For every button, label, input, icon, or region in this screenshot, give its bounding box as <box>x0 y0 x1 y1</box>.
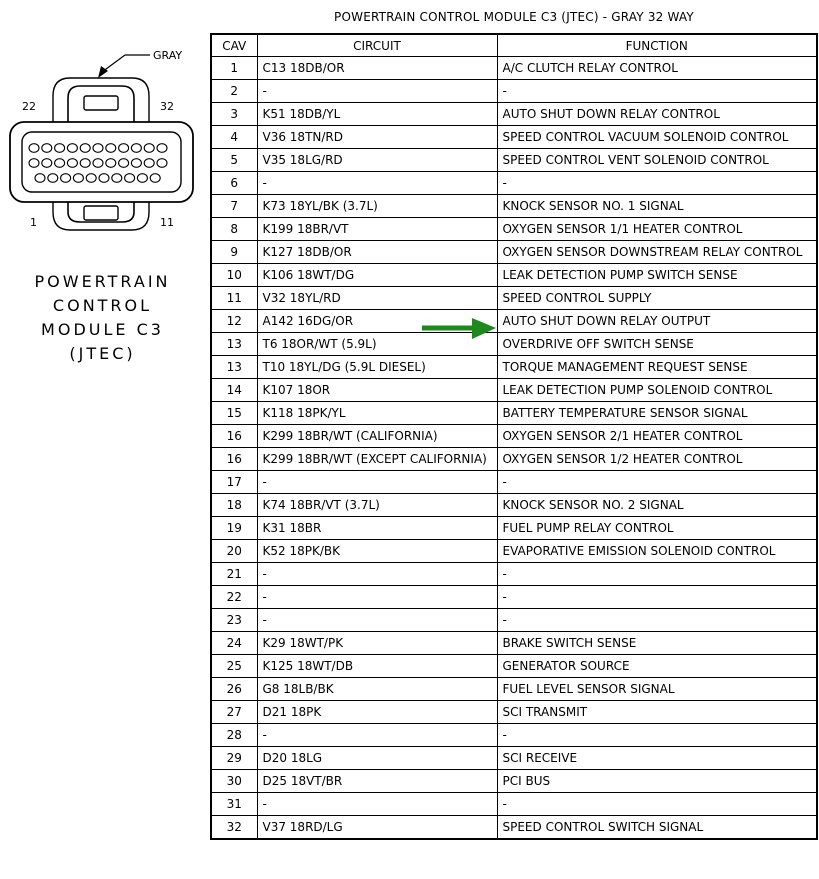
table-row <box>211 632 817 655</box>
circuit-cell: T6 18OR/WT (5.9L) <box>257 333 497 356</box>
function-cell: OVERDRIVE OFF SWITCH SENSE <box>497 333 817 356</box>
circuit-cell: V32 18YL/RD <box>257 287 497 310</box>
connector-color-label: GRAY <box>153 49 183 62</box>
circuit-cell: - <box>257 563 497 586</box>
highlight-arrow-icon <box>420 318 498 342</box>
circuit-header: CIRCUIT <box>257 34 497 57</box>
function-cell: - <box>497 586 817 609</box>
pin-number-label: 1 <box>30 216 37 229</box>
function-cell: - <box>497 563 817 586</box>
cav-cell: 9 <box>211 241 257 264</box>
table-row <box>211 149 817 172</box>
circuit-cell: K125 18WT/DB <box>257 655 497 678</box>
table-row <box>211 425 817 448</box>
table-row <box>211 540 817 563</box>
pin-hole <box>131 159 141 168</box>
table-row <box>211 517 817 540</box>
function-cell: PCI BUS <box>497 770 817 793</box>
function-cell: OXYGEN SENSOR 2/1 HEATER CONTROL <box>497 425 817 448</box>
cav-cell: 13 <box>211 356 257 379</box>
pin-hole <box>112 174 122 183</box>
pin-hole <box>42 144 52 153</box>
pin-hole <box>131 144 141 153</box>
pin-hole <box>150 174 160 183</box>
circuit-cell: K106 18WT/DG <box>257 264 497 287</box>
function-cell: - <box>497 80 817 103</box>
circuit-cell: K52 18PK/BK <box>257 540 497 563</box>
pin-number-label: 22 <box>22 100 36 113</box>
circuit-cell: G8 18LB/BK <box>257 678 497 701</box>
function-cell: TORQUE MANAGEMENT REQUEST SENSE <box>497 356 817 379</box>
cav-cell: 12 <box>211 310 257 333</box>
pin-hole <box>67 144 77 153</box>
cav-cell: 17 <box>211 471 257 494</box>
table-row <box>211 609 817 632</box>
table-row <box>211 310 817 333</box>
table-row <box>211 701 817 724</box>
pin-hole <box>119 159 129 168</box>
function-cell: AUTO SHUT DOWN RELAY OUTPUT <box>497 310 817 333</box>
pin-hole <box>29 144 39 153</box>
table-row <box>211 402 817 425</box>
pin-hole <box>144 159 154 168</box>
circuit-cell: - <box>257 172 497 195</box>
pin-number-label: 11 <box>160 216 174 229</box>
cav-cell: 16 <box>211 425 257 448</box>
pin-hole <box>67 159 77 168</box>
table-row <box>211 103 817 126</box>
function-cell: SCI RECEIVE <box>497 747 817 770</box>
table-row <box>211 126 817 149</box>
pin-hole <box>55 144 65 153</box>
function-cell: SCI TRANSMIT <box>497 701 817 724</box>
circuit-cell: D21 18PK <box>257 701 497 724</box>
circuit-cell: - <box>257 793 497 816</box>
table-row <box>211 195 817 218</box>
table-row <box>211 793 817 816</box>
table-row <box>211 448 817 471</box>
function-cell: BATTERY TEMPERATURE SENSOR SIGNAL <box>497 402 817 425</box>
cav-cell: 11 <box>211 287 257 310</box>
table-row <box>211 724 817 747</box>
table-row <box>211 494 817 517</box>
cav-cell: 15 <box>211 402 257 425</box>
circuit-cell: K199 18BR/VT <box>257 218 497 241</box>
circuit-cell: C13 18DB/OR <box>257 57 497 80</box>
pin-hole <box>157 144 167 153</box>
function-cell: SPEED CONTROL VACUUM SOLENOID CONTROL <box>497 126 817 149</box>
cav-cell: 20 <box>211 540 257 563</box>
circuit-cell: - <box>257 80 497 103</box>
cav-cell: 16 <box>211 448 257 471</box>
table-row <box>211 747 817 770</box>
table-row <box>211 678 817 701</box>
cav-cell: 5 <box>211 149 257 172</box>
pin-hole <box>35 174 45 183</box>
circuit-cell: T10 18YL/DG (5.9L DIESEL) <box>257 356 497 379</box>
circuit-cell: K31 18BR <box>257 517 497 540</box>
function-cell: GENERATOR SOURCE <box>497 655 817 678</box>
pin-hole <box>42 159 52 168</box>
function-cell: KNOCK SENSOR NO. 1 SIGNAL <box>497 195 817 218</box>
pin-hole <box>73 174 83 183</box>
pin-hole <box>157 159 167 168</box>
cav-cell: 21 <box>211 563 257 586</box>
function-cell: OXYGEN SENSOR 1/2 HEATER CONTROL <box>497 448 817 471</box>
cav-header: CAV <box>211 34 257 57</box>
pin-hole <box>106 144 116 153</box>
table-row <box>211 333 817 356</box>
cav-cell: 7 <box>211 195 257 218</box>
function-cell: A/C CLUTCH RELAY CONTROL <box>497 57 817 80</box>
table-row <box>211 816 817 840</box>
function-cell: - <box>497 724 817 747</box>
table-row <box>211 287 817 310</box>
cav-cell: 3 <box>211 103 257 126</box>
pin-hole <box>137 174 147 183</box>
function-cell: AUTO SHUT DOWN RELAY CONTROL <box>497 103 817 126</box>
circuit-cell: V37 18RD/LG <box>257 816 497 840</box>
cav-cell: 2 <box>211 80 257 103</box>
pin-hole <box>93 144 103 153</box>
table-row <box>211 264 817 287</box>
connector-name-line: (JTEC) <box>69 344 136 363</box>
function-cell: OXYGEN SENSOR 1/1 HEATER CONTROL <box>497 218 817 241</box>
table-row <box>211 57 817 80</box>
circuit-cell: V35 18LG/RD <box>257 149 497 172</box>
connector-drawing <box>0 0 205 250</box>
cav-cell: 19 <box>211 517 257 540</box>
circuit-cell: D25 18VT/BR <box>257 770 497 793</box>
circuit-cell: K118 18PK/YL <box>257 402 497 425</box>
cav-cell: 29 <box>211 747 257 770</box>
table-row <box>211 379 817 402</box>
cav-cell: 6 <box>211 172 257 195</box>
circuit-cell: K127 18DB/OR <box>257 241 497 264</box>
function-cell: SPEED CONTROL SWITCH SIGNAL <box>497 816 817 840</box>
circuit-cell: K51 18DB/YL <box>257 103 497 126</box>
function-cell: SPEED CONTROL VENT SOLENOID CONTROL <box>497 149 817 172</box>
pin-number-label: 32 <box>160 100 174 113</box>
table-row <box>211 356 817 379</box>
pin-hole <box>99 174 109 183</box>
function-cell: - <box>497 471 817 494</box>
pinout-table <box>210 33 818 840</box>
cav-cell: 25 <box>211 655 257 678</box>
pin-hole <box>125 174 135 183</box>
circuit-cell: K29 18WT/PK <box>257 632 497 655</box>
pin-hole <box>80 144 90 153</box>
function-cell: EVAPORATIVE EMISSION SOLENOID CONTROL <box>497 540 817 563</box>
circuit-cell: D20 18LG <box>257 747 497 770</box>
table-row <box>211 770 817 793</box>
table-title: POWERTRAIN CONTROL MODULE C3 (JTEC) - GRAY 32 WAY <box>334 10 694 24</box>
pin-hole <box>86 174 96 183</box>
pin-hole <box>80 159 90 168</box>
function-cell: OXYGEN SENSOR DOWNSTREAM RELAY CONTROL <box>497 241 817 264</box>
function-cell: LEAK DETECTION PUMP SWITCH SENSE <box>497 264 817 287</box>
pin-hole <box>106 159 116 168</box>
pin-hole <box>144 144 154 153</box>
table-row <box>211 471 817 494</box>
table-row <box>211 80 817 103</box>
cav-cell: 24 <box>211 632 257 655</box>
table-row <box>211 172 817 195</box>
circuit-cell: K299 18BR/WT (EXCEPT CALIFORNIA) <box>257 448 497 471</box>
circuit-cell: - <box>257 586 497 609</box>
circuit-cell: - <box>257 609 497 632</box>
table-header-row <box>211 34 817 57</box>
pin-hole <box>119 144 129 153</box>
table-row <box>211 586 817 609</box>
cav-cell: 23 <box>211 609 257 632</box>
function-cell: - <box>497 609 817 632</box>
cav-cell: 4 <box>211 126 257 149</box>
cav-cell: 13 <box>211 333 257 356</box>
table-row <box>211 655 817 678</box>
function-cell: SPEED CONTROL SUPPLY <box>497 287 817 310</box>
cav-cell: 28 <box>211 724 257 747</box>
function-cell: - <box>497 172 817 195</box>
function-cell: - <box>497 793 817 816</box>
circuit-cell: K74 18BR/VT (3.7L) <box>257 494 497 517</box>
cav-cell: 14 <box>211 379 257 402</box>
function-cell: FUEL LEVEL SENSOR SIGNAL <box>497 678 817 701</box>
cav-cell: 31 <box>211 793 257 816</box>
circuit-cell: A142 16DG/OR <box>257 310 497 333</box>
pin-hole <box>29 159 39 168</box>
connector-name-line: CONTROL <box>52 296 153 315</box>
table-row <box>211 241 817 264</box>
cav-cell: 18 <box>211 494 257 517</box>
pin-hole <box>48 174 58 183</box>
cav-cell: 10 <box>211 264 257 287</box>
circuit-cell: - <box>257 471 497 494</box>
cav-cell: 26 <box>211 678 257 701</box>
circuit-cell: - <box>257 724 497 747</box>
connector-name-line: POWERTRAIN <box>34 272 171 291</box>
cav-cell: 27 <box>211 701 257 724</box>
cav-cell: 1 <box>211 57 257 80</box>
circuit-cell: K299 18BR/WT (CALIFORNIA) <box>257 425 497 448</box>
connector-name-line: MODULE C3 <box>41 320 164 339</box>
cav-cell: 8 <box>211 218 257 241</box>
table-row <box>211 563 817 586</box>
circuit-cell: K73 18YL/BK (3.7L) <box>257 195 497 218</box>
circuit-cell: V36 18TN/RD <box>257 126 497 149</box>
function-cell: BRAKE SWITCH SENSE <box>497 632 817 655</box>
cav-cell: 30 <box>211 770 257 793</box>
table-row <box>211 218 817 241</box>
cav-cell: 32 <box>211 816 257 840</box>
function-cell: LEAK DETECTION PUMP SOLENOID CONTROL <box>497 379 817 402</box>
pin-hole <box>93 159 103 168</box>
function-cell: KNOCK SENSOR NO. 2 SIGNAL <box>497 494 817 517</box>
connector-diagram <box>0 0 205 380</box>
function-cell: FUEL PUMP RELAY CONTROL <box>497 517 817 540</box>
pin-hole <box>61 174 71 183</box>
circuit-cell: K107 18OR <box>257 379 497 402</box>
cav-cell: 22 <box>211 586 257 609</box>
function-header: FUNCTION <box>497 34 817 57</box>
pin-hole <box>55 159 65 168</box>
